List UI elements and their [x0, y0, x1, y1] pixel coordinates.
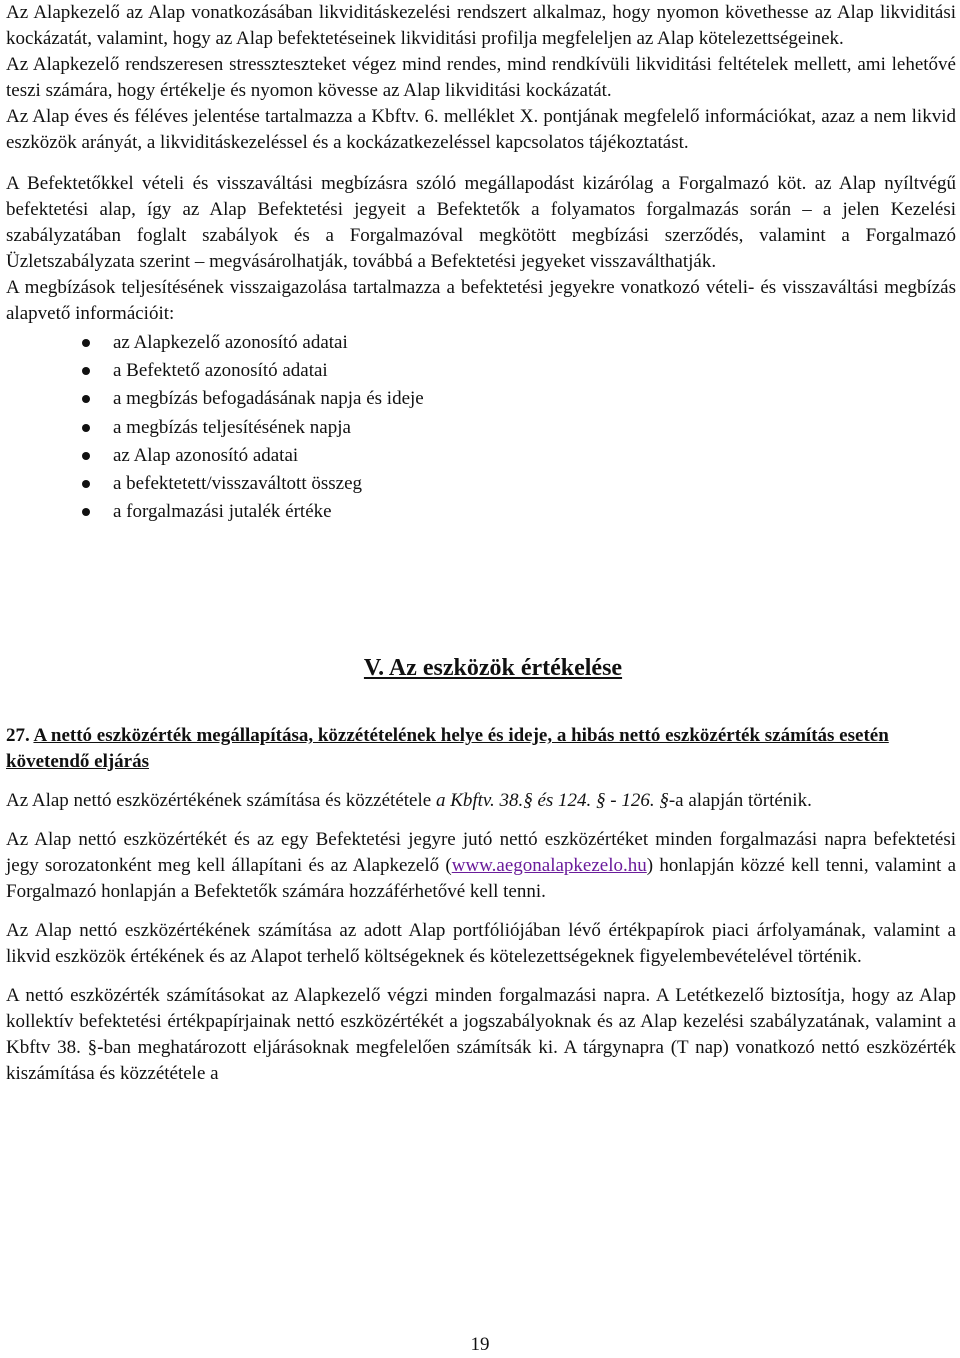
confirmation-info-list [6, 329, 956, 526]
list-item: a megbízás befogadásának napja és ideje [6, 385, 956, 413]
paragraph-reports: Az Alap éves és féléves jelentése tartalmazza a Kbftv. 6. melléklet X. pontjának megfelelő információkat, azaz a nem likvid eszközök arányát, a likviditáskezeléssel és a kockázatkezeléssel kapcsolatos tájékoztatást. [6, 106, 956, 153]
page-number: 19 [470, 1334, 490, 1355]
section-number: 27. [6, 725, 30, 747]
chapter-title: V. Az eszközök értékelése [363, 655, 623, 682]
list-item: a forgalmazási jutalék értéke [6, 498, 956, 526]
document-page [6, 0, 956, 1087]
paragraph-stress-tests: Az Alapkezelő rendszeresen stresszteszteket végez mind rendes, mind rendkívüli likviditási feltételek mellett, ami lehetővé teszi számára, hogy értékelje és nyomon kövesse az Alap likviditási kockázatát. [6, 54, 956, 101]
paragraph-confirmation: A megbízások teljesítésének visszaigazolása tartalmazza a befektetési jegyekre vonatkozó vételi- és visszaváltási megbízás alapvető információit: [6, 277, 956, 324]
list-item: a megbízás teljesítésének napja [6, 414, 956, 442]
bullet-icon [82, 508, 90, 516]
paragraph-nav-responsibility: A nettó eszközérték számításokat az Alapkezelő végzi minden forgalmazási napra. A Letétkezelő biztosítja, hogy az Alap kollektív befektetési értékpapírjainak nettó eszközértékét a jogszabályoknak és az Alap kezelési szabályzatának, valamint a Kbftv 38. §-ban meghatározott eljárásoknak megfelelően számítsák ki. A tárgynapra (T nap) vonatkozó nettó eszközérték kiszámítása és közzététele a [6, 985, 956, 1085]
list-item: a Befektető azonosító adatai [6, 357, 956, 385]
paragraph-nav-publication: Az Alap nettó eszközértékét és az egy Befektetési jegyre jutó nettó eszközértéket minden forgalmazási napra befektetési jegy sorozatonként meg kell állapítani és az Alapkezelő (www.aegonalapkezelo.hu) honlapján közzé kell tenni, valamint a Forgalmazó honlapján a Befektetők számára hozzáférhetővé kell tenni. [6, 829, 957, 903]
paragraph-nav-calculation: Az Alap nettó eszközértékének számítása és közzététele a Kbftv. 38.§ és 124. § - 126. §-a alapján történik. [6, 790, 812, 812]
paragraph-distribution: A Befektetőkkel vételi és visszaváltási megbízásra szóló megállapodást kizárólag a Forgalmazó köt. az Alap nyíltvégű befektetési alap, így az Alap Befektetési jegyeit a Befektetők a folyamatos forgalmazás során – a jelen Kezelési szabályzatában foglalt szabályok és a Forgalmazóval megkötött megbízási szerződés, valamint a Forgalmazó Üzletszabályzata szerint – megvásárolhatják, továbbá a Befektetési jegyeket visszaválthatják. [6, 173, 956, 272]
list-item: az Alapkezelő azonosító adatai [6, 329, 956, 357]
bullet-icon [82, 480, 90, 488]
website-link[interactable]: www.aegonalapkezelo.hu [451, 855, 647, 877]
bullet-icon [82, 424, 90, 432]
list-item: az Alap azonosító adatai [6, 442, 956, 470]
bullet-icon [82, 367, 90, 375]
paragraph-nav-basis: Az Alap nettó eszközértékének számítása az adott Alap portfóliójában lévő értékpapírok piaci árfolyamának, valamint a likvid eszközök értékének és az Alapot terhelő költségeknek és kötelezettségeknek figyelembevételével történik. [6, 920, 956, 968]
list-item: a befektetett/visszaváltott összeg [6, 470, 956, 498]
bullet-icon [82, 339, 90, 347]
bullet-icon [82, 452, 90, 460]
section-title: A nettó eszközérték megállapítása, közzétételének helye és ideje, a hibás nettó eszközérték számítás esetén követendő eljárás [6, 725, 889, 773]
section-heading [6, 723, 956, 775]
legal-reference: a Kbftv. 38.§ és 124. § - 126. § [435, 790, 669, 812]
paragraph-liquidity-system: Az Alapkezelő az Alap vonatkozásában likviditáskezelési rendszert alkalmaz, hogy nyomon követhesse az Alap likviditási kockázatát, valamint, hogy az Alap befektetéseinek likviditási profilja megfeleljen az Alap kötelezettségeinek. [6, 2, 956, 49]
bullet-icon [82, 395, 90, 403]
